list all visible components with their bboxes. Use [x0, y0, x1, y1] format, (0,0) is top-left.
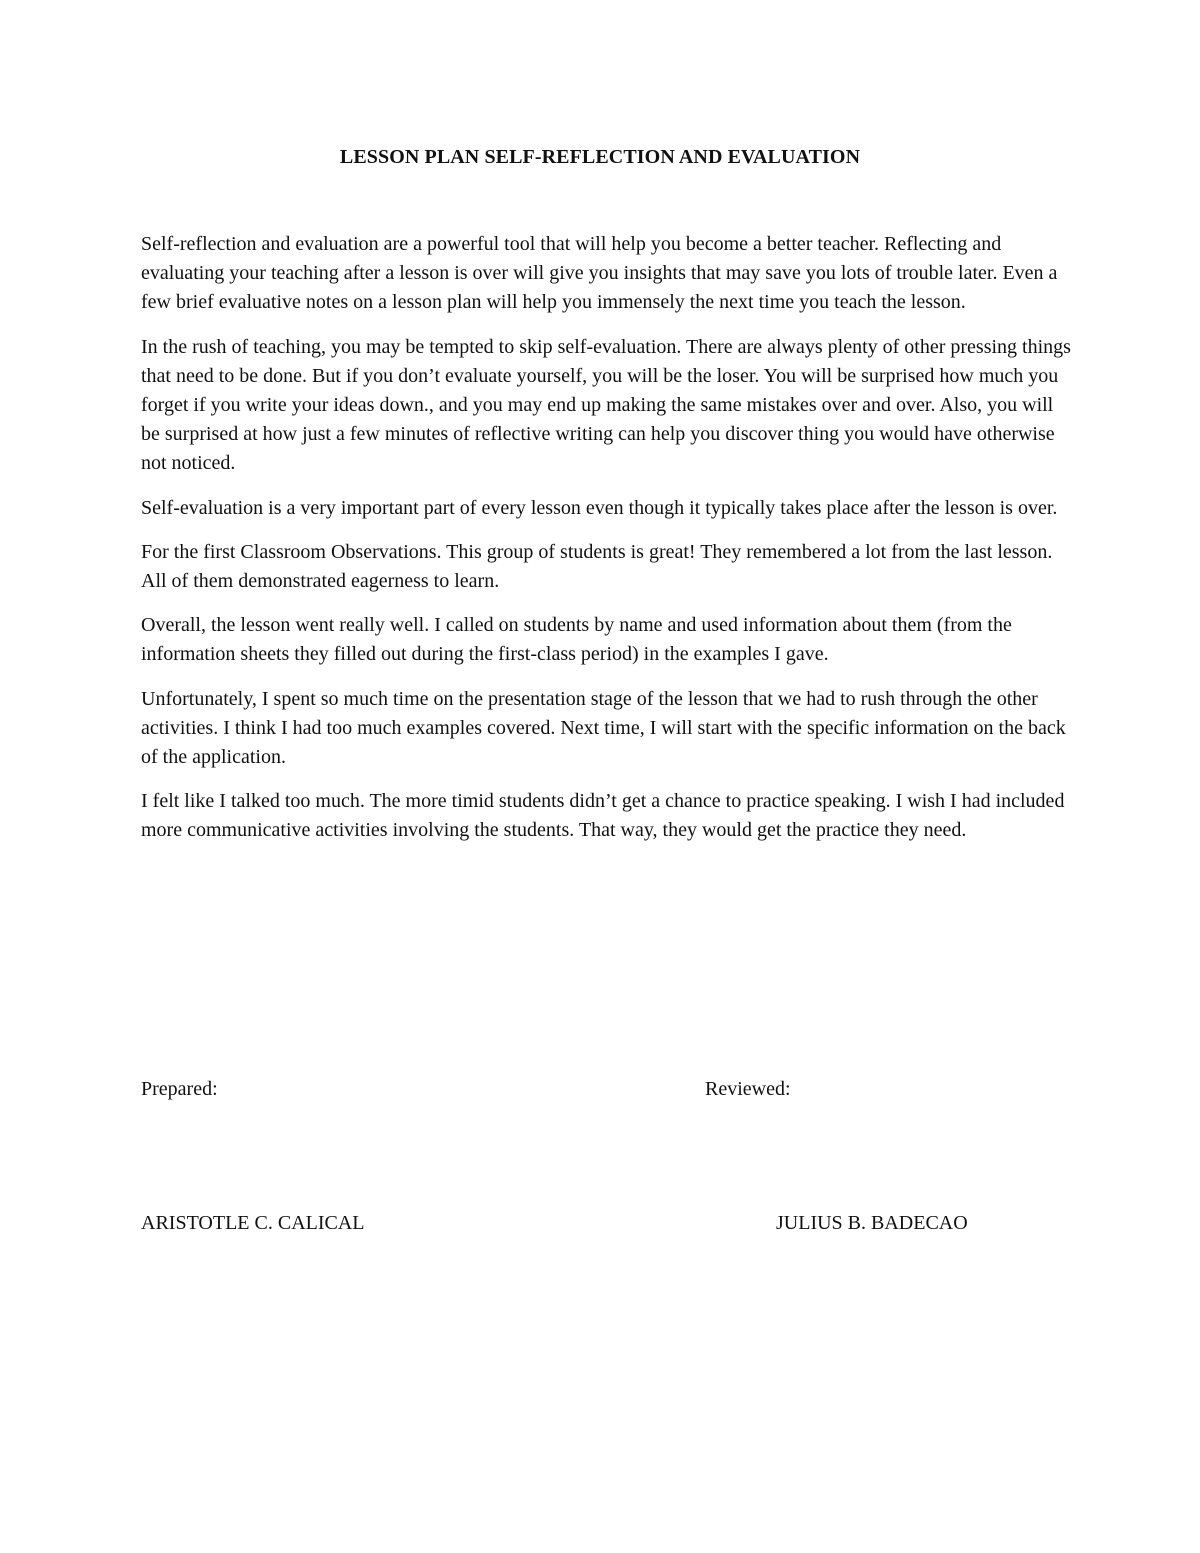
paragraph: Self-evaluation is a very important part of every lesson even though it typically takes place after the lesson is over. — [141, 496, 1058, 519]
reviewed-label: Reviewed: — [705, 1078, 791, 1100]
document-body — [141, 230, 1071, 861]
paragraph: I felt like I talked too much. The more timid students didn’t get a chance to practice speaking. I wish I had included more communicative activities involving the students. That way, they would get the practice they need. — [141, 790, 1065, 842]
paragraph: Overall, the lesson went really well. I called on students by name and used information about them (from the information sheets they filled out during the first-class period) in the examples I gave. — [141, 614, 1012, 666]
preparer-name: ARISTOTLE C. CALICAL — [141, 1212, 365, 1234]
paragraph: In the rush of teaching, you may be tempted to skip self-evaluation. There are always plenty of other pressing things that need to be done. But if you don’t evaluate yourself, you will be the loser. You will be surprised how much you forget if you write your ideas down., and you may end up making the same mistakes over and over. Also, you will be surprised at how just a few minutes of reflective writing can help you discover thing you would have otherwise not noticed. — [141, 335, 1071, 475]
paragraph: For the first Classroom Observations. This group of students is great! They remembered a lot from the last lesson. All of them demonstrated eagerness to learn. — [141, 540, 1053, 593]
document-title: LESSON PLAN SELF-REFLECTION AND EVALUATION — [339, 146, 861, 168]
paragraph: Self-reflection and evaluation are a powerful tool that will help you become a better teacher. Reflecting and evaluating your teaching after a lesson is over will give you insights that may save you lots of trouble later. Even a few brief evaluative notes on a lesson plan will help you immensely the next time you teach the lesson. — [141, 233, 1058, 314]
prepared-label: Prepared: — [141, 1078, 218, 1100]
paragraph: Unfortunately, I spent so much time on the presentation stage of the lesson that we had to rush through the other activities. I think I had too much examples covered. Next time, I will start with the specific information on the back of the application. — [141, 687, 1066, 769]
reviewer-name: JULIUS B. BADECAO — [776, 1212, 968, 1234]
